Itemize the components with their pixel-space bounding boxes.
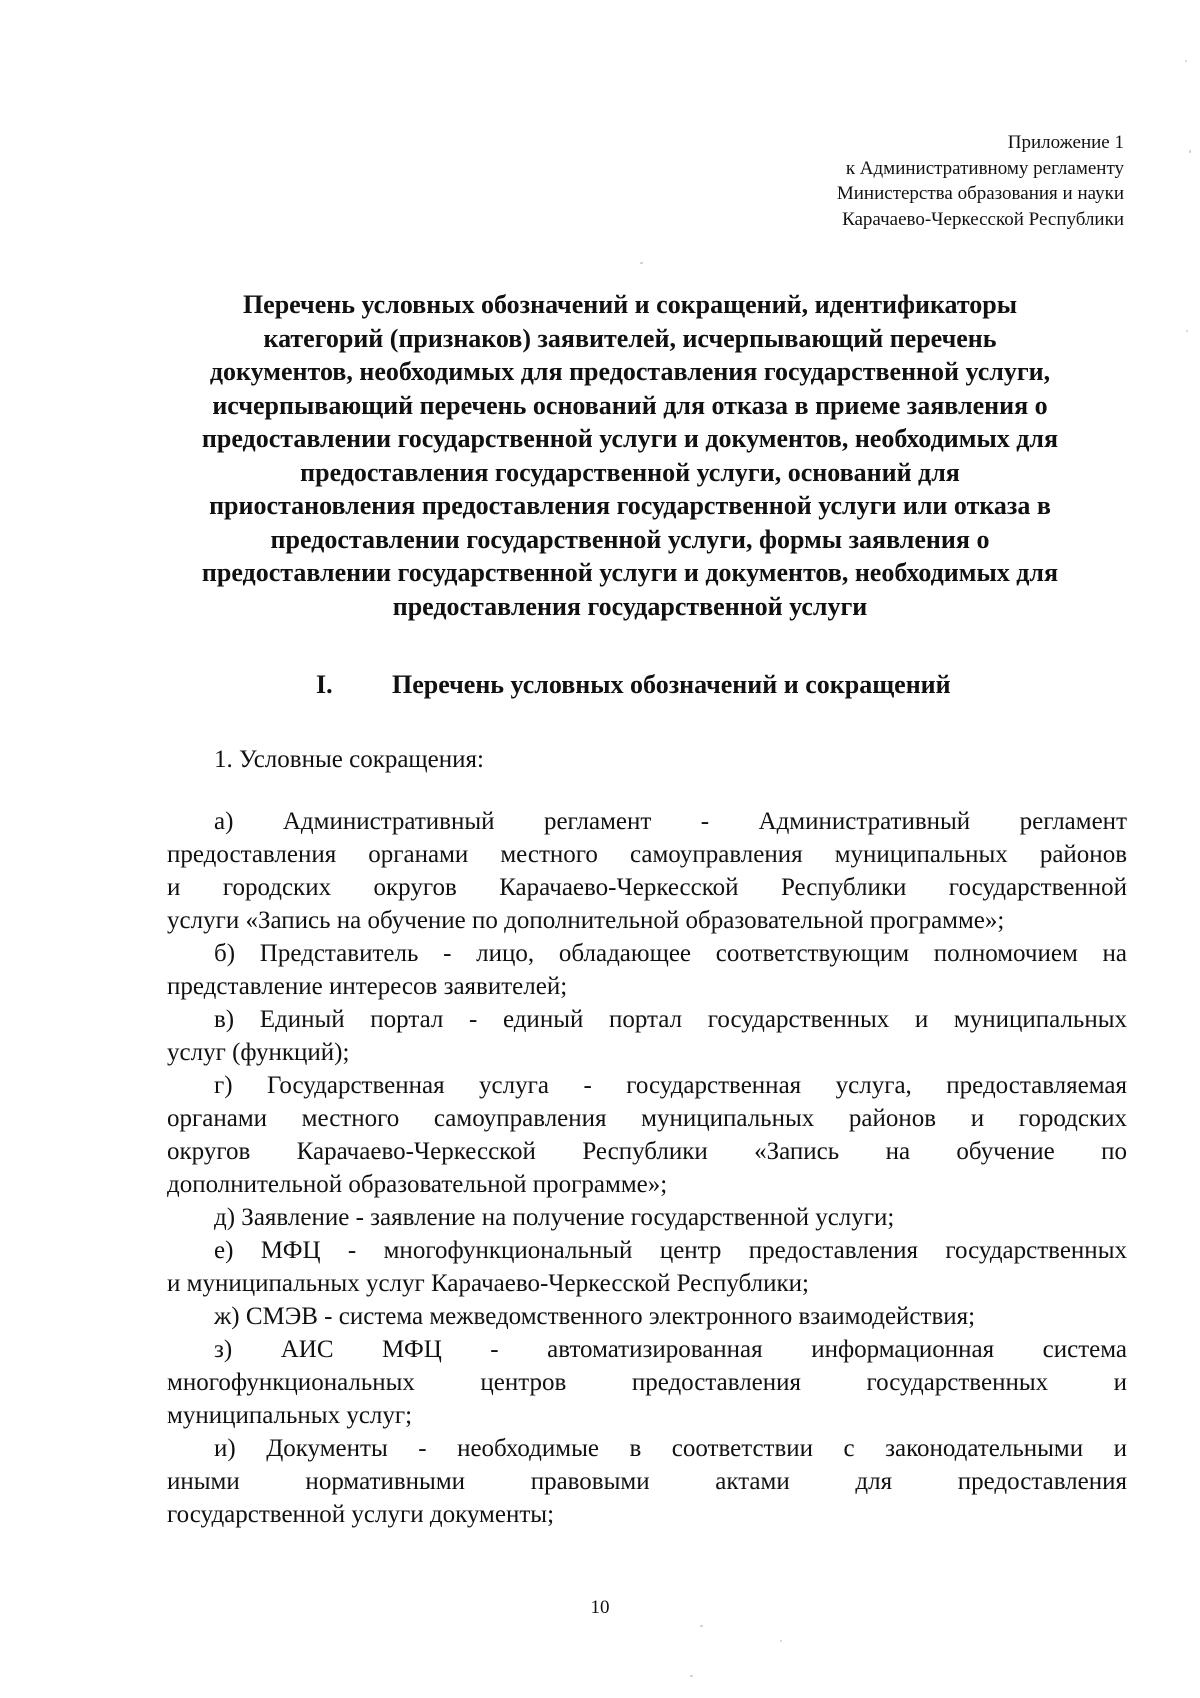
title-line: категорий (признаков) заявителей, исчерпывающий перечень <box>263 323 997 353</box>
scan-speckle <box>1185 60 1187 62</box>
body-line: е) МФЦ - многофункциональный центр предоставления государственных <box>214 1237 1127 1264</box>
scan-speckle <box>1189 150 1191 153</box>
scan-speckle <box>1186 330 1188 332</box>
body-line: иными нормативными правовыми актами для предоставления <box>167 1468 1127 1495</box>
subsection-heading: 1. Условные сокращения: <box>214 746 484 773</box>
body-line: в) Единый портал - единый портал государственных и муниципальных <box>214 1006 1127 1033</box>
body-line: б) Представитель - лицо, обладающее соответствующим полномочием на <box>214 940 1127 967</box>
section-number: I. <box>316 670 333 699</box>
title-line: предоставлении государственной услуги, формы заявления о <box>270 524 990 554</box>
title-line: предоставлении государственной услуги и документов, необходимых для <box>201 558 1059 587</box>
body-line: представление интересов заявителей; <box>167 973 568 1000</box>
title-line: Перечень условных обозначений и сокращений, идентификаторы <box>242 290 1018 319</box>
body-line: г) Государственная услуга - государственная услуга, предоставляемая <box>214 1072 1127 1099</box>
appendix-line: к Административному регламенту <box>845 157 1124 179</box>
body-line: государственной услуги документы; <box>167 1501 555 1528</box>
title-line: приостановления предоставления государственной услуги или отказа в <box>209 491 1051 520</box>
body-line: з) АИС МФЦ - автоматизированная информационная система <box>214 1336 1127 1363</box>
body-line: муниципальных услуг; <box>167 1402 413 1429</box>
scan-speckle <box>640 262 643 264</box>
body-text <box>167 805 1127 1531</box>
title-line: предоставления государственной услуги, оснований для <box>300 457 960 487</box>
scan-speckle <box>690 1675 693 1677</box>
appendix-header <box>837 130 1124 232</box>
appendix-line: Министерства образования и науки <box>836 183 1124 204</box>
body-line: многофункциональных центров предоставления государственных и <box>167 1369 1127 1396</box>
body-line: услуги «Запись на обучение по дополнительной образовательной программе»; <box>167 907 1005 934</box>
body-line: и) Документы - необходимые в соответствии с законодательными и <box>214 1435 1127 1462</box>
scan-speckle <box>700 1625 703 1627</box>
scan-speckle <box>780 1640 782 1642</box>
title-line: документов, необходимых для предоставления государственной услуги, <box>209 357 1051 386</box>
body-line: дополнительной образовательной программе»; <box>167 1171 668 1198</box>
body-line: и городских округов Карачаево-Черкесской Республики государственной <box>167 874 1127 901</box>
body-line: а) Административный регламент - Административный регламент <box>214 808 1127 835</box>
document-title <box>160 288 1100 623</box>
body-line: округов Карачаево-Черкесской Республики «Запись на обучение по <box>167 1138 1127 1165</box>
title-line: предоставлении государственной услуги и документов, необходимых для <box>201 424 1059 453</box>
page-number: 10 <box>590 1597 610 1618</box>
body-line: услуг (функций); <box>167 1039 350 1066</box>
body-line: предоставления органами местного самоуправления муниципальных районов <box>167 841 1127 868</box>
body-line: органами местного самоуправления муниципальных районов и городских <box>167 1105 1127 1132</box>
section-title: Перечень условных обозначений и сокращений <box>392 670 951 699</box>
body-line: ж) СМЭВ - система межведомственного электронного взаимодействия; <box>214 1303 976 1330</box>
section-heading <box>316 669 951 701</box>
body-line: д) Заявление - заявление на получение государственной услуги; <box>214 1204 895 1231</box>
title-line: предоставления государственной услуги <box>392 591 868 621</box>
appendix-line: Приложение 1 <box>1007 132 1124 153</box>
title-line: исчерпывающий перечень оснований для отказа в приеме заявления о <box>212 390 1048 420</box>
body-line: и муниципальных услуг Карачаево-Черкесской Республики; <box>167 1270 809 1297</box>
appendix-line: Карачаево-Черкесской Республики <box>842 208 1124 230</box>
